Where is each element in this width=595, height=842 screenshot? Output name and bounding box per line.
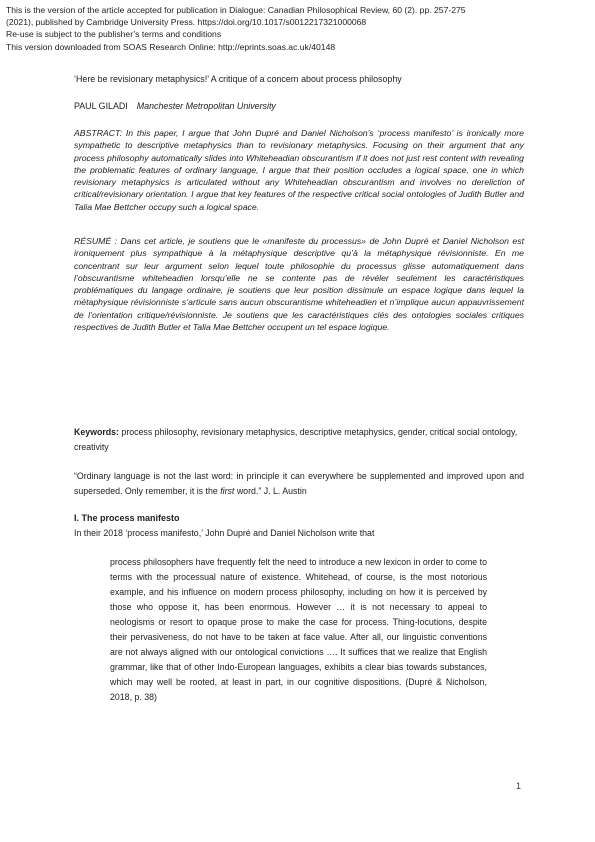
author-name: PAUL GILADI [74, 101, 128, 111]
epigraph-text: “Ordinary language is not the last word: in principle it can everywhere be supplemented and improved upon and superseded. Only remember, it is the [74, 471, 524, 496]
epigraph-attribution: word.” J. L. Austin [234, 485, 307, 496]
publication-note-line: This version downloaded from SOAS Research Online: http://eprints.soas.ac.uk/40148 [6, 41, 336, 52]
block-quote: process philosophers have frequently felt the need to introduce a new lexicon in order to come to terms with the processual nature of existence. Whitehead, of course, is the most notorious example, and his influence on modern process philosophy, including on how it is perceived by those who oppose it, has been enormous. However … it is not necessary to appeal to neologisms or resort to opaque prose to make the case for process. Thing-locutions, despite their pervasiveness, do not have to be taken at face value. After all, our linguistic conventions are not always aligned with our ontological convictions …. It suffices that we realize that English grammar, like that of other Indo-European languages, exhibits a clear bias towards substances, which may well be rooted, at least in part, in our cognitive dispositions. (Dupré & Nicholson, 2018, p. 38) [110, 557, 487, 702]
publication-note-line: Re-use is subject to the publisher’s terms and conditions [6, 29, 222, 40]
author-affiliation: Manchester Metropolitan University [136, 101, 276, 111]
abstract: ABSTRACT: In this paper, I argue that John Dupré and Daniel Nicholson’s ‘process manifesto’ is ironically more sympathetic to descriptive metaphysics than to revisionary metaphysics. Focusing on their argument that any process philosophy automatically slides into Whiteheadian obscurantism if it does not just rest content with revealing the problematic features of ordinary language, I argue that their position occludes a logical space, one in which revisionary metaphysics is articulated without any Whiteheadian obscurantism and involves no dereliction of critical/revisionary orientation. I argue that key features of the respective critical social ontologies of Judith Butler and Talia Mae Bettcher occupy such a logical space. [74, 128, 524, 212]
section-heading: I. The process manifesto [74, 513, 180, 523]
keywords [74, 425, 524, 454]
publication-note-line: This is the version of the article accepted for publication in Dialogue: Canadian Philosophical Review, 60 (2). pp. 257-275 [6, 5, 466, 15]
publication-note-line: (2021), published by Cambridge University Press. https://doi.org/10.1017/s0012217321000068 [6, 17, 367, 28]
author-line [74, 101, 276, 111]
section-intro: In their 2018 ‘process manifesto,’ John Dupré and Daniel Nicholson write that [74, 528, 375, 538]
keywords-label: Keywords: [74, 427, 119, 437]
publication-note [6, 4, 591, 53]
resume: RÉSUMÉ : Dans cet article, je soutiens que le «manifeste du processus» de John Dupré et Daniel Nicholson est ironiquement plus sympathique à la métaphysique descriptive qu’à la métaphysique révisionniste. En me concentrant sur leur argument selon lequel toute philosophie du processus glisse automatiquement dans l’obscurantisme whiteheadien lorsqu’elle ne se contente pas de révéler seulement les caractéristiques problématiques du langage ordinaire, je soutiens que leur position dissimule un espace logique dans lequel la métaphysique révisionniste s’articule sans aucun obscurantisme whiteheadien et n’implique aucun appauvrissement de l’orientation critique/révisionniste. Je soutiens que les caractéristiques clés des ontologies sociales critiques respectives de Judith Butler et Talia Mae Bettcher occupent un tel espace logique. [74, 236, 524, 333]
page-number: 1 [516, 781, 522, 791]
keywords-text: process philosophy, revisionary metaphysics, descriptive metaphysics, gender, critical social ontology, creativity [74, 427, 518, 452]
article-title: ‘Here be revisionary metaphysics!’ A critique of a concern about process philosophy [74, 74, 402, 84]
epigraph-emphasis: first [220, 485, 235, 496]
epigraph [74, 469, 524, 499]
